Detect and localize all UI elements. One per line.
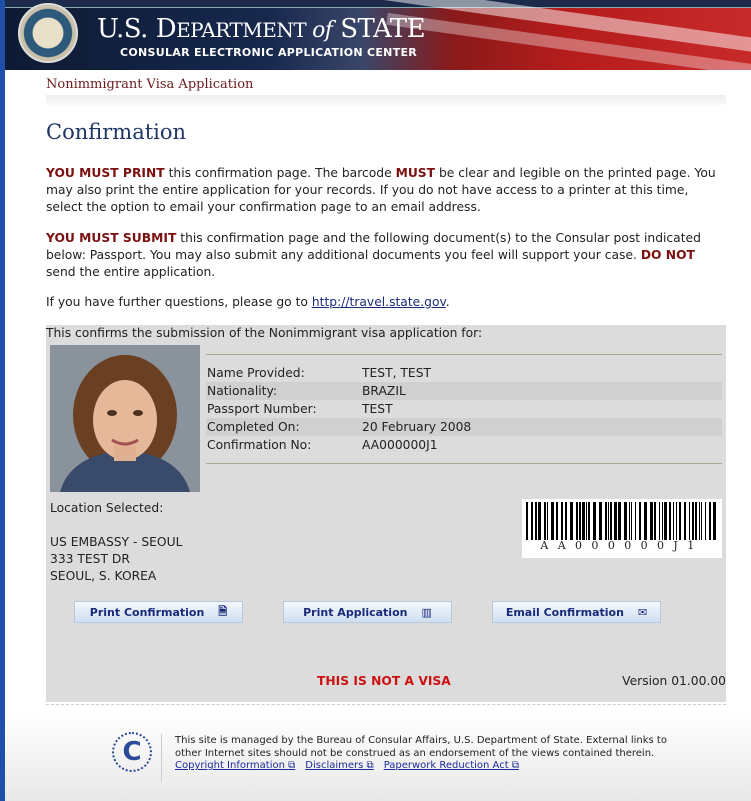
confirmation-panel <box>46 325 726 702</box>
barcode-bar <box>709 502 711 540</box>
barcode-bar <box>654 502 656 540</box>
barcode-bar <box>644 502 647 540</box>
barcode-bar <box>544 502 546 540</box>
barcode-bar <box>599 502 602 540</box>
barcode-bar <box>605 502 607 540</box>
site-title: U.S. DEPARTMENT of STATE <box>97 14 426 44</box>
barcode-bar <box>673 502 674 540</box>
barcode-bar <box>705 502 706 540</box>
site-footer <box>5 712 751 801</box>
barcode-bar <box>701 502 702 540</box>
print-confirmation-button[interactable]: Print Confirmation 🗎 <box>74 601 243 623</box>
barcode-bar <box>689 502 690 540</box>
print-application-button[interactable]: Print Application ▥ <box>283 601 452 623</box>
info-row-completed: Completed On: 20 February 2008 <box>206 418 722 436</box>
barcode-bar <box>608 502 609 540</box>
barcode-bar <box>635 502 636 540</box>
barcode-bar <box>659 502 660 540</box>
location-selected: Location Selected: US EMBASSY - SEOUL 333 TEST DR SEOUL, S. KOREA <box>50 501 183 583</box>
barcode-bar <box>614 502 617 540</box>
barcode-bar <box>526 502 528 540</box>
barcode-bar <box>551 502 554 540</box>
barcode-bar <box>624 502 627 540</box>
copyright-link[interactable]: Copyright Information ⧉ <box>175 760 296 771</box>
barcode-bar <box>593 502 596 540</box>
travel-state-link[interactable]: http://travel.state.gov <box>311 295 446 309</box>
breadcrumb: Nonimmigrant Visa Application <box>46 77 254 92</box>
email-confirmation-button[interactable]: Email Confirmation ✉ <box>492 601 661 623</box>
barcode-bar <box>662 502 663 540</box>
disclaimers-link[interactable]: Disclaimers ⧉ <box>305 760 374 771</box>
barcode-bar <box>556 502 558 540</box>
barcode-bar <box>561 502 563 540</box>
barcode-bar <box>713 502 716 540</box>
document-icon: 🗎 <box>218 604 228 618</box>
barcode-bar <box>618 502 621 540</box>
barcode-bar <box>699 502 700 540</box>
info-row-confirmation: Confirmation No: AA000000J1 <box>207 438 438 452</box>
info-row-name: Name Provided: TEST, TEST <box>207 366 432 380</box>
confirmation-intro: This confirms the submission of the Nonimmigrant visa application for: <box>46 326 483 340</box>
window-border <box>0 0 5 801</box>
site-header <box>5 0 751 70</box>
barcode-bar <box>639 502 641 540</box>
barcode-bar <box>535 502 537 540</box>
barcode-bar <box>676 502 677 540</box>
barcode-bar <box>684 502 686 540</box>
consular-affairs-logo: C <box>112 732 152 772</box>
info-row-nationality: Nationality: BRAZIL <box>206 382 722 400</box>
barcode-bar <box>576 502 578 540</box>
breadcrumb-bar <box>46 95 726 105</box>
pages-icon: ▥ <box>421 605 432 619</box>
barcode-bar <box>695 502 697 540</box>
paperwork-reduction-link[interactable]: Paperwork Reduction Act ⧉ <box>383 760 519 771</box>
info-row-passport: Passport Number: TEST <box>207 402 393 416</box>
divider <box>46 704 726 705</box>
submit-instructions: YOU MUST SUBMIT this confirmation page and the following document(s) to the Consular post indicated below: Passport. You may also submit any additional documents you feel will support your case. DO NOT send the entire application. <box>46 231 701 279</box>
barcode-bar <box>664 502 667 540</box>
barcode-bar <box>579 502 581 540</box>
barcode-bar <box>570 502 573 540</box>
barcode-bar <box>531 502 533 540</box>
barcode-bar <box>631 502 632 540</box>
print-instructions: YOU MUST PRINT this confirmation page. The barcode MUST be clear and legible on the printed page. You may also print the entire application for your records. If you do not have access to a printer at this time, select the option to email your confirmation page to an email address. <box>46 166 716 214</box>
applicant-info-table <box>206 354 722 464</box>
confirmation-barcode: AA000000J1 <box>522 499 722 558</box>
barcode-bar <box>610 502 612 540</box>
department-seal-logo <box>18 3 78 63</box>
barcode-bar <box>692 502 694 540</box>
barcode-bar <box>538 502 541 540</box>
envelope-icon: ✉ <box>637 605 648 619</box>
barcode-bar <box>582 502 585 540</box>
barcode-bar <box>629 502 630 540</box>
barcode-bar <box>679 502 681 540</box>
applicant-photo <box>50 345 200 492</box>
version-label: Version 01.00.00 <box>622 674 726 688</box>
page-title: Confirmation <box>46 120 187 144</box>
barcode-bar <box>669 502 671 540</box>
site-subtitle: CONSULAR ELECTRONIC APPLICATION CENTER <box>120 46 418 59</box>
not-a-visa-notice: THIS IS NOT A VISA <box>317 674 451 688</box>
questions-text: If you have further questions, please go to http://travel.state.gov. <box>46 295 450 309</box>
barcode-bar <box>547 502 548 540</box>
footer-text: This site is managed by the Bureau of Consular Affairs, U.S. Department of State. External links to other Internet sites should not be construed as an endorsement of the views contained therein. Copyright Information ⧉ Disclaimers ⧉ Paperwork Reduction Act ⧉ <box>175 735 667 771</box>
barcode-bar <box>586 502 587 540</box>
barcode-bar <box>650 502 653 540</box>
barcode-bar <box>565 502 567 540</box>
barcode-bar <box>588 502 590 540</box>
